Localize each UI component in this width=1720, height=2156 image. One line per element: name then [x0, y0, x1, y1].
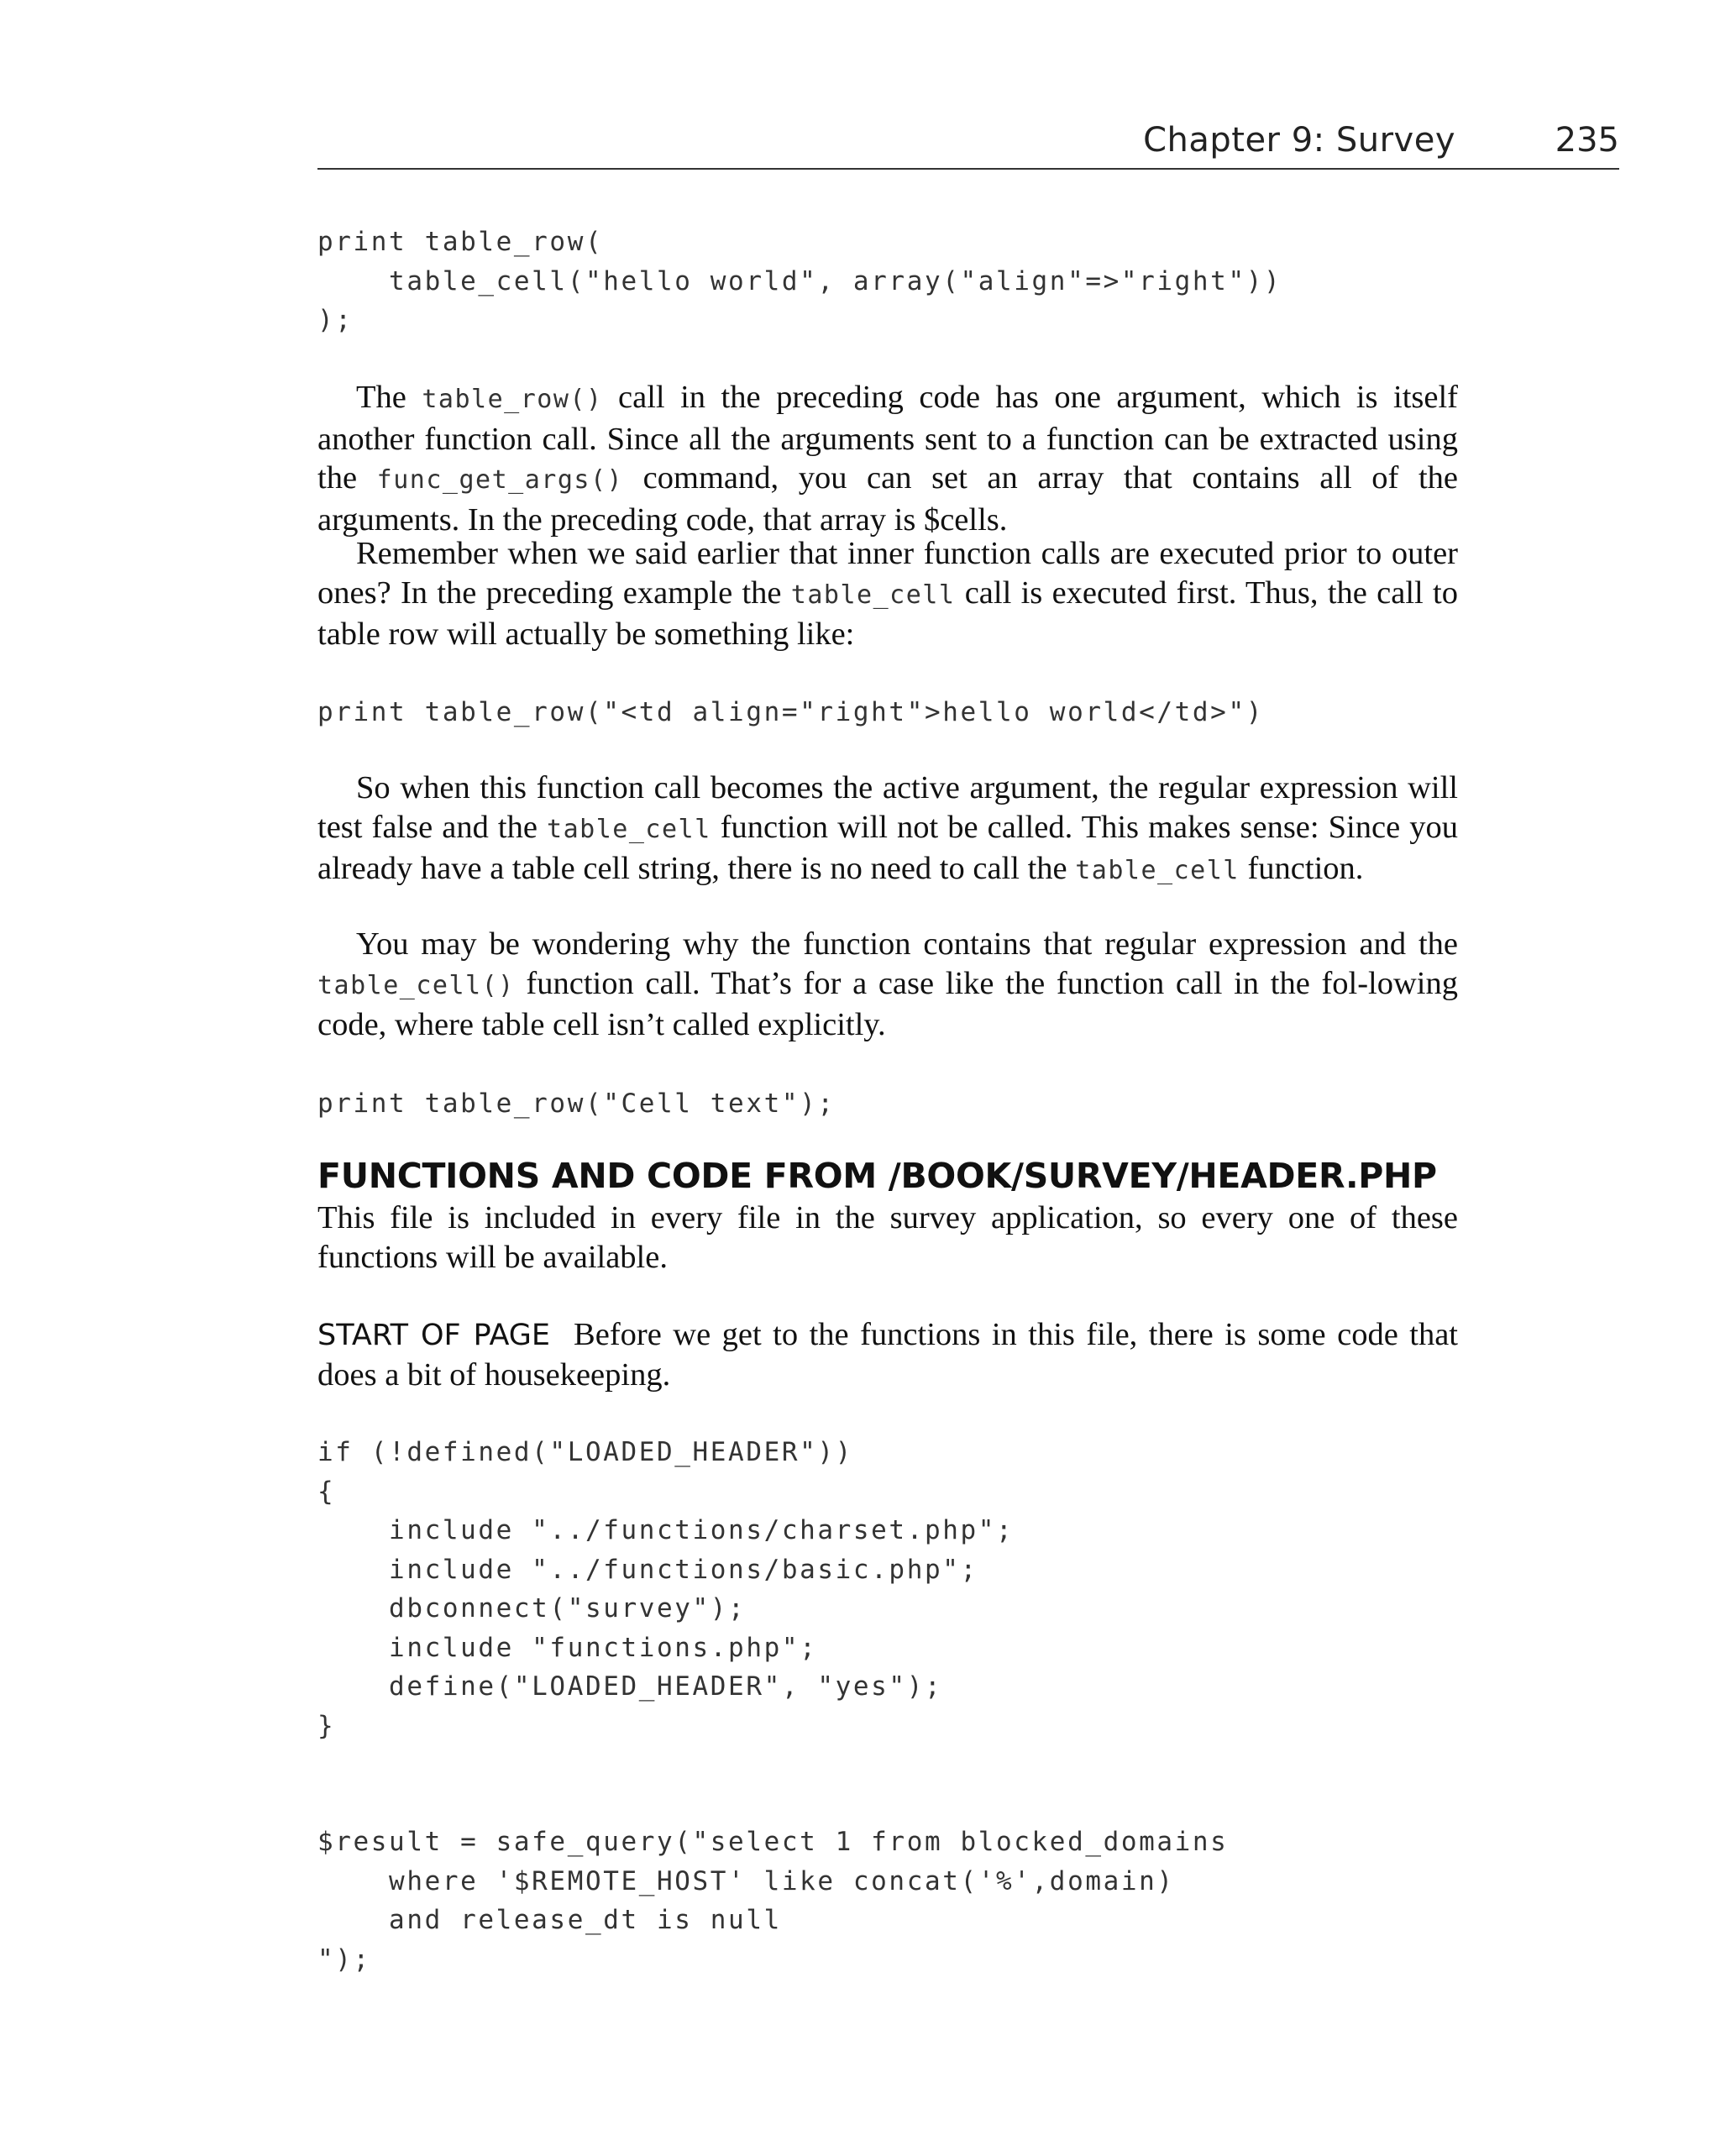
- inline-code: table_cell: [790, 580, 956, 610]
- inline-code: table_cell(): [317, 970, 515, 1000]
- text-run: The: [356, 380, 422, 415]
- paragraph-inner-calls: [317, 534, 1458, 654]
- text-run: call in the preceding code has one argument, which is itself another function call. Since all the arguments sent to a function can be extracted using the: [317, 380, 1458, 496]
- code-block-cell-text: print table_row("Cell text");: [317, 1088, 836, 1119]
- text-run: command, you can set an array that contains all of the arguments. In the preceding code, that array is $cells.: [317, 460, 1458, 538]
- text-run: function will not be called. This makes sense: Since you already have a table cell string, there is no need to call the: [317, 809, 1458, 886]
- paragraph-header-intro: This file is included in every file in the survey application, so every one of these functions will be available.: [317, 1200, 1458, 1275]
- text-run: function.: [1239, 851, 1364, 886]
- inline-code: table_cell: [547, 814, 711, 844]
- paragraph-start-of-page: [317, 1315, 1458, 1394]
- code-block-loaded-header: if (!defined("LOADED_HEADER")) { include "../functions/charset.php"; include "../functions/basic.php"; dbconnect("survey"); include "functions.php"; define("LOADED_HEADER", "yes"); }: [317, 1437, 1015, 1741]
- paragraph-active-argument: [317, 769, 1458, 891]
- text-run: You may be wondering why the function contains that regular expression and the: [356, 926, 1458, 962]
- text-run: So when this function call becomes the active argument, the regular expression will test false and the: [317, 770, 1458, 845]
- text-run: function call. That’s for a case like the function call in the fol-lowing code, where table cell isn’t called explicitly.: [317, 965, 1458, 1042]
- run-in-heading: START OF PAGE: [317, 1319, 551, 1352]
- text-run: call is executed first. Thus, the call to table row will actually be something like:: [317, 574, 1458, 652]
- page-number: 235: [1555, 121, 1619, 160]
- inline-code: table_row(): [422, 385, 603, 414]
- section-heading: FUNCTIONS AND CODE FROM /BOOK/SURVEY/HEADER.PHP: [317, 1156, 1437, 1196]
- code-block-table-row-td: print table_row("<td align="right">hello world</td>"): [317, 697, 1264, 727]
- code-block-safe-query: $result = safe_query("select 1 from blocked_domains where '$REMOTE_HOST' like concat('%',domain) and release_dt is null ");: [317, 1827, 1229, 1975]
- paragraph-table-row-explanation: [317, 378, 1458, 539]
- inline-code: func_get_args(): [376, 465, 624, 495]
- inline-code: table_cell: [1075, 856, 1240, 885]
- text-run: Remember when we said earlier that inner function calls are executed prior to outer ones? In the preceding example the: [317, 536, 1458, 611]
- chapter-title: Chapter 9: Survey: [1143, 121, 1455, 160]
- text-run: Before we get to the functions in this file, there is some code that does a bit of housekeeping.: [317, 1317, 1458, 1393]
- running-head: [317, 118, 1619, 170]
- code-block-table-row: print table_row( table_cell("hello world", array("align"=>"right")) );: [317, 227, 1282, 335]
- paragraph-regular-expression: [317, 925, 1458, 1045]
